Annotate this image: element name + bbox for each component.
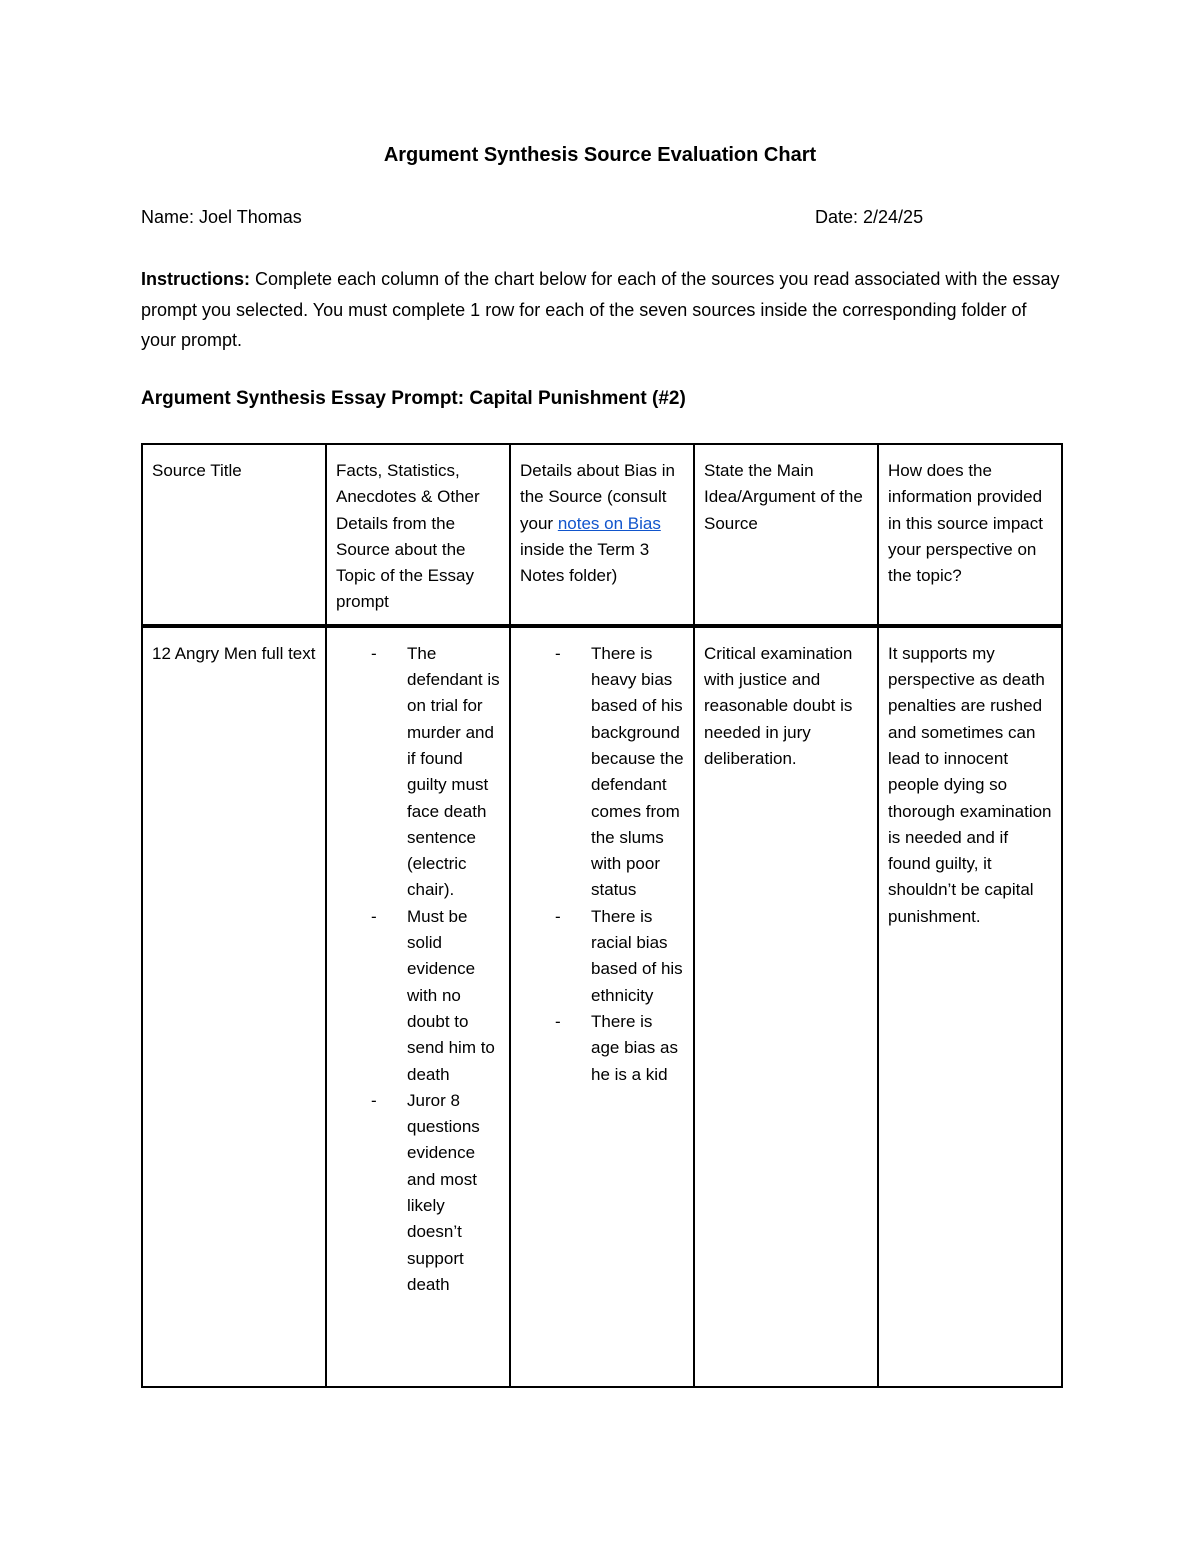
cell-impact: It supports my perspective as death penalties are rushed and sometimes can lead to innocent people dying so thorough examination is needed and if found guilty, it shouldn’t be capital punishment.	[878, 626, 1062, 1387]
list-item: - There is age bias as he is a kid	[591, 1009, 685, 1088]
evaluation-chart	[141, 443, 1063, 1388]
instructions	[141, 264, 1061, 356]
instructions-text: Complete each column of the chart below for each of the sources you read associated with the essay prompt you selected. You must complete 1 row for each of the seven sources inside the corresponding folder of your prompt.	[141, 269, 1060, 350]
cell-facts	[326, 626, 510, 1387]
cell-source-title: 12 Angry Men full text	[142, 626, 326, 1387]
list-item: - There is heavy bias based of his background because the defendant comes from the slums with poor status	[591, 641, 685, 904]
instructions-label: Instructions:	[141, 269, 251, 289]
student-name: Name: Joel Thomas	[141, 207, 302, 227]
list-item: - Must be solid evidence with no doubt to send him to death	[407, 904, 501, 1088]
document-title: Argument Synthesis Source Evaluation Chart	[383, 144, 817, 166]
essay-prompt-heading: Argument Synthesis Essay Prompt: Capital Punishment (#2)	[141, 388, 686, 409]
header-source-title: Source Title	[142, 444, 326, 626]
list-item: - The defendant is on trial for murder and if found guilty must face death sentence (electric chair).	[407, 641, 501, 904]
list-item: - There is racial bias based of his ethnicity	[591, 904, 685, 1009]
header-bias-text: Details about Bias in the Source (consult your	[520, 461, 675, 533]
header-main-idea: State the Main Idea/Argument of the Source	[694, 444, 878, 626]
table-header-row	[142, 444, 1062, 626]
assignment-date: Date: 2/24/25	[815, 207, 924, 227]
header-bias	[510, 444, 694, 626]
header-facts: Facts, Statistics, Anecdotes & Other Details from the Source about the Topic of the Essay prompt	[326, 444, 510, 626]
header-impact: How does the information provided in this source impact your perspective on the topic?	[878, 444, 1062, 626]
cell-main-idea: Critical examination with justice and reasonable doubt is needed in jury deliberation.	[694, 626, 878, 1387]
table-row	[142, 626, 1062, 1387]
list-item: - Juror 8 questions evidence and most likely doesn’t support death	[407, 1088, 501, 1298]
header-bias-text-end: inside the Term 3 Notes folder)	[520, 539, 650, 586]
notes-on-bias-link[interactable]: notes on Bias	[557, 513, 661, 533]
cell-bias	[510, 626, 694, 1387]
facts-list	[336, 641, 501, 1298]
bias-list	[520, 641, 685, 1088]
